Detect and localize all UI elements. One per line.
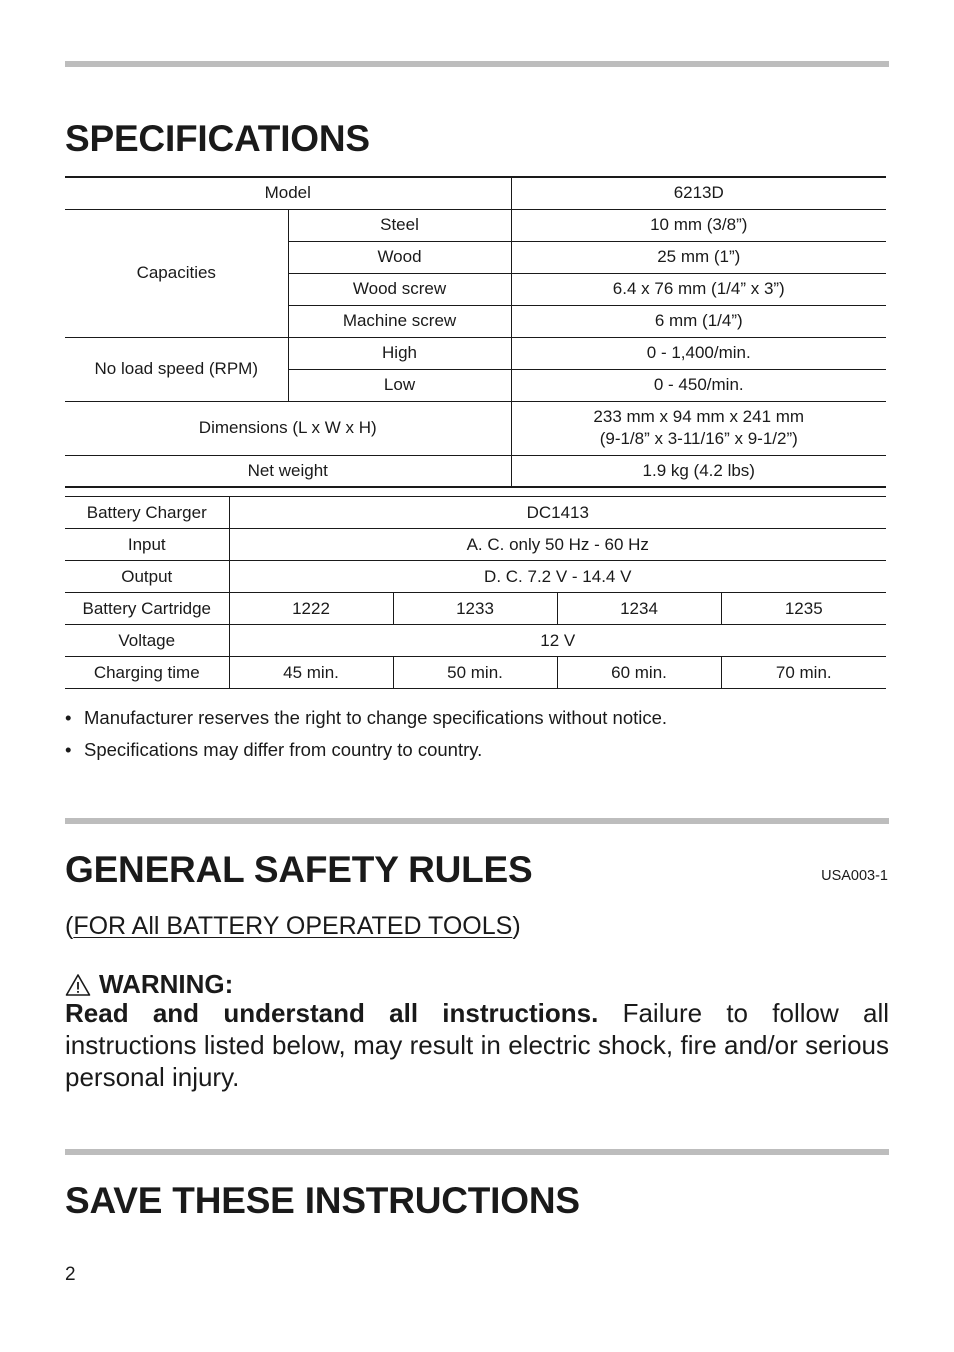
document-code: USA003-1 [821, 868, 888, 884]
table-row [65, 529, 886, 561]
battery-charger-table [65, 496, 886, 689]
cartridge-value: 1233 [393, 593, 557, 625]
speed-mode-label: Low [288, 369, 511, 401]
charging-time-value: 45 min. [229, 657, 393, 689]
list-item: • Specifications may differ from country to country. [65, 738, 667, 770]
warning-label: WARNING: [99, 969, 234, 999]
dimensions-imperial: (9-1/8” x 3-11/16” x 9-1/2”) [599, 429, 798, 448]
dimensions-value [511, 401, 886, 455]
input-value: A. C. only 50 Hz - 60 Hz [229, 529, 886, 561]
cartridge-value: 1222 [229, 593, 393, 625]
charging-time-value: 60 min. [557, 657, 721, 689]
capacity-label: Steel [288, 209, 511, 241]
specification-notes [65, 706, 667, 770]
weight-value: 1.9 kg (4.2 lbs) [511, 455, 886, 487]
speed-mode-label: High [288, 337, 511, 369]
safety-title: GENERAL SAFETY RULES [65, 849, 533, 890]
table-row [65, 625, 886, 657]
charger-label: Battery Charger [65, 497, 229, 529]
warning-heading [65, 969, 233, 1000]
cartridge-value: 1235 [721, 593, 886, 625]
table-row [65, 209, 886, 241]
subtitle-open-paren: ( [65, 912, 74, 940]
subtitle-close-paren: ) [512, 912, 521, 940]
model-label: Model [65, 177, 511, 209]
table-row [65, 561, 886, 593]
page-number: 2 [65, 1264, 76, 1285]
capacity-value: 25 mm (1”) [511, 241, 886, 273]
warning-body-text: Failure to follow all instructions listed below, may result in electric shock, fire and/or serious personal injury. [65, 998, 889, 1092]
warning-text [65, 997, 889, 1093]
safety-subtitle [65, 912, 521, 941]
capacity-value: 6 mm (1/4”) [511, 305, 886, 337]
subtitle-text: FOR All BATTERY OPERATED TOOLS [73, 912, 513, 940]
voltage-label: Voltage [65, 625, 229, 657]
model-value: 6213D [511, 177, 886, 209]
charging-time-value: 50 min. [393, 657, 557, 689]
table-row [65, 657, 886, 689]
charger-value: DC1413 [229, 497, 886, 529]
capacities-label: Capacities [65, 209, 288, 337]
section-divider [65, 818, 889, 824]
warning-bold-text: Read and understand all instructions. [65, 998, 599, 1028]
capacity-label: Wood [288, 241, 511, 273]
cartridge-value: 1234 [557, 593, 721, 625]
table-row [65, 593, 886, 625]
dimensions-metric: 233 mm x 94 mm x 241 mm [593, 407, 805, 426]
list-item: • Manufacturer reserves the right to change specifications without notice. [65, 706, 667, 738]
section-divider [65, 1149, 889, 1155]
dimensions-label: Dimensions (L x W x H) [65, 401, 511, 455]
charging-time-value: 70 min. [721, 657, 886, 689]
speed-label: No load speed (RPM) [65, 337, 288, 401]
capacity-value: 10 mm (3/8”) [511, 209, 886, 241]
capacity-value: 6.4 x 76 mm (1/4” x 3”) [511, 273, 886, 305]
capacity-label: Wood screw [288, 273, 511, 305]
save-instructions-title: SAVE THESE INSTRUCTIONS [65, 1180, 580, 1221]
weight-label: Net weight [65, 455, 511, 487]
cartridge-label: Battery Cartridge [65, 593, 229, 625]
table-row [65, 177, 886, 209]
input-label: Input [65, 529, 229, 561]
voltage-value: 12 V [229, 625, 886, 657]
top-divider [65, 61, 889, 67]
table-row [65, 401, 886, 455]
output-label: Output [65, 561, 229, 593]
capacity-label: Machine screw [288, 305, 511, 337]
tool-specifications-table [65, 176, 886, 488]
charging-time-label: Charging time [65, 657, 229, 689]
table-row [65, 337, 886, 369]
output-value: D. C. 7.2 V - 14.4 V [229, 561, 886, 593]
speed-value: 0 - 1,400/min. [511, 337, 886, 369]
warning-triangle-icon [65, 973, 91, 997]
specifications-title: SPECIFICATIONS [65, 118, 370, 159]
speed-value: 0 - 450/min. [511, 369, 886, 401]
table-row [65, 455, 886, 487]
table-row [65, 497, 886, 529]
